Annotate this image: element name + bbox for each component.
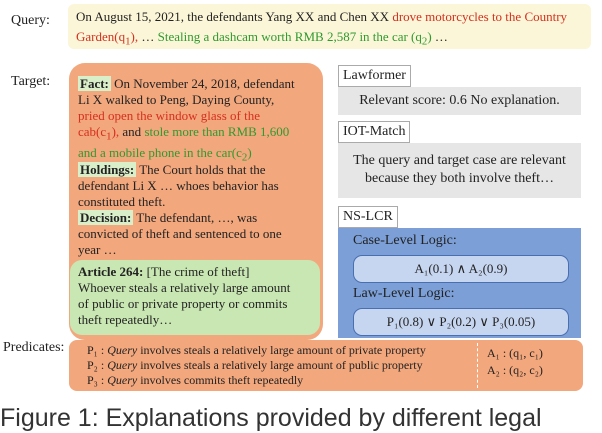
decision-line: The defendant, …, was [133,210,258,225]
target-label: Target: [11,74,51,89]
predicate-p3 [87,373,303,387]
ns-lcr-heading: NS-LCR [338,206,398,228]
fact-line: Li X walked to Peng, Daying County, [78,92,275,107]
query-ellipsis: … [138,29,158,44]
fact-red-line: pried open the window glass of the [78,108,260,123]
law-level-label: Law-Level Logic: [353,286,455,301]
predicate-symbol: P₂ : [87,358,108,372]
predicate-query: Query [107,343,138,357]
holdings-line: defendant Li X … whoes behavior has [78,178,279,193]
query-tail: … [431,29,448,44]
query-red-span: drove motorcycles to the Country [392,9,568,24]
decision-block [78,210,314,258]
case-level-formula: A₁(0.1) ∧ A₂(0.9) [353,255,569,283]
predicate-text: involves steals a relatively large amount of public property [137,358,423,372]
predicate-text: involves commits theft repeatedly [137,373,304,387]
query-box [68,4,591,49]
query-red-close: ), [130,29,139,44]
predicate-symbol: P₃ : [87,373,108,387]
holdings-heading: Holdings: [80,162,135,177]
predicate-p1 [87,343,426,357]
article-heading: Article 264: [78,264,144,279]
iot-line: because they both involve theft… [365,171,554,186]
fact-red-close: ), [111,124,120,139]
iot-match-heading: IOT-Match [338,121,410,143]
query-text: On August 15, 2021, the defendants Yang XX and Chen XX [76,9,393,24]
fact-and: and [119,124,145,139]
decision-heading: Decision: [80,210,132,225]
article-title: [The crime of theft] [143,264,250,279]
query-red-span-2: Garden(q [76,29,126,44]
law-level-formula: P₁(0.8) ∨ P₂(0.2) ∨ P₃(0.05) [353,308,569,336]
iot-match-explanation [338,143,581,198]
ns-lcr-box [338,228,581,338]
query-label: Query: [11,13,50,28]
query-green-close: ) [427,29,432,44]
holdings-line: The Court holds that the [136,162,266,177]
predicate-divider [477,343,478,388]
figure-caption: Figure 1: Explanations provided by different legal [0,404,542,432]
predicate-p2 [87,358,423,372]
c2-subscript: 2 [241,151,248,164]
holdings-line: constituted theft. [78,194,166,209]
predicate-text: involves steals a relatively large amount of private property [137,343,426,357]
assignment-a2: A₂ : (q₂, c₂) [487,363,543,377]
decision-line: convicted of theft and sentenced to one [78,226,282,241]
fact-green-line: stole more than RMB 1,600 [144,124,290,139]
fact-red-line: cab(c [78,124,107,139]
predicate-symbol: P₁ : [87,343,108,357]
lawformer-result: Relevant score: 0.6 No explanation. [338,87,581,115]
article-line: of public or private property or commits [78,296,288,311]
iot-line: The query and target case are relevant [353,153,566,168]
fact-line: On November 24, 2018, defendant [110,76,295,91]
query-green-span: Stealing a dashcam worth RMB 2,587 in the car (q [157,29,422,44]
article-line: Whoever steals a relatively large amount [78,280,291,295]
predicates-box [69,340,583,391]
predicate-query: Query [107,358,138,372]
predicates-label: Predicates: [3,340,65,355]
fact-block [78,76,314,165]
c1-subscript: 1 [106,130,112,143]
holdings-block [78,162,314,210]
fact-green-line: and a mobile phone in the car(c [78,144,242,160]
fact-heading: Fact: [80,76,109,91]
predicate-query: Query [107,373,138,387]
article-box [70,260,320,335]
q1-subscript: 1 [125,35,131,48]
case-level-label: Case-Level Logic: [353,233,457,248]
assignment-a1: A₁ : (q₁, c₁) [487,346,543,360]
fact-green-close: ) [247,144,252,160]
decision-line: year … [78,242,117,257]
lawformer-heading: Lawformer [338,65,411,87]
q2-subscript: 2 [421,35,428,48]
article-line: theft repeatedly… [78,312,173,327]
